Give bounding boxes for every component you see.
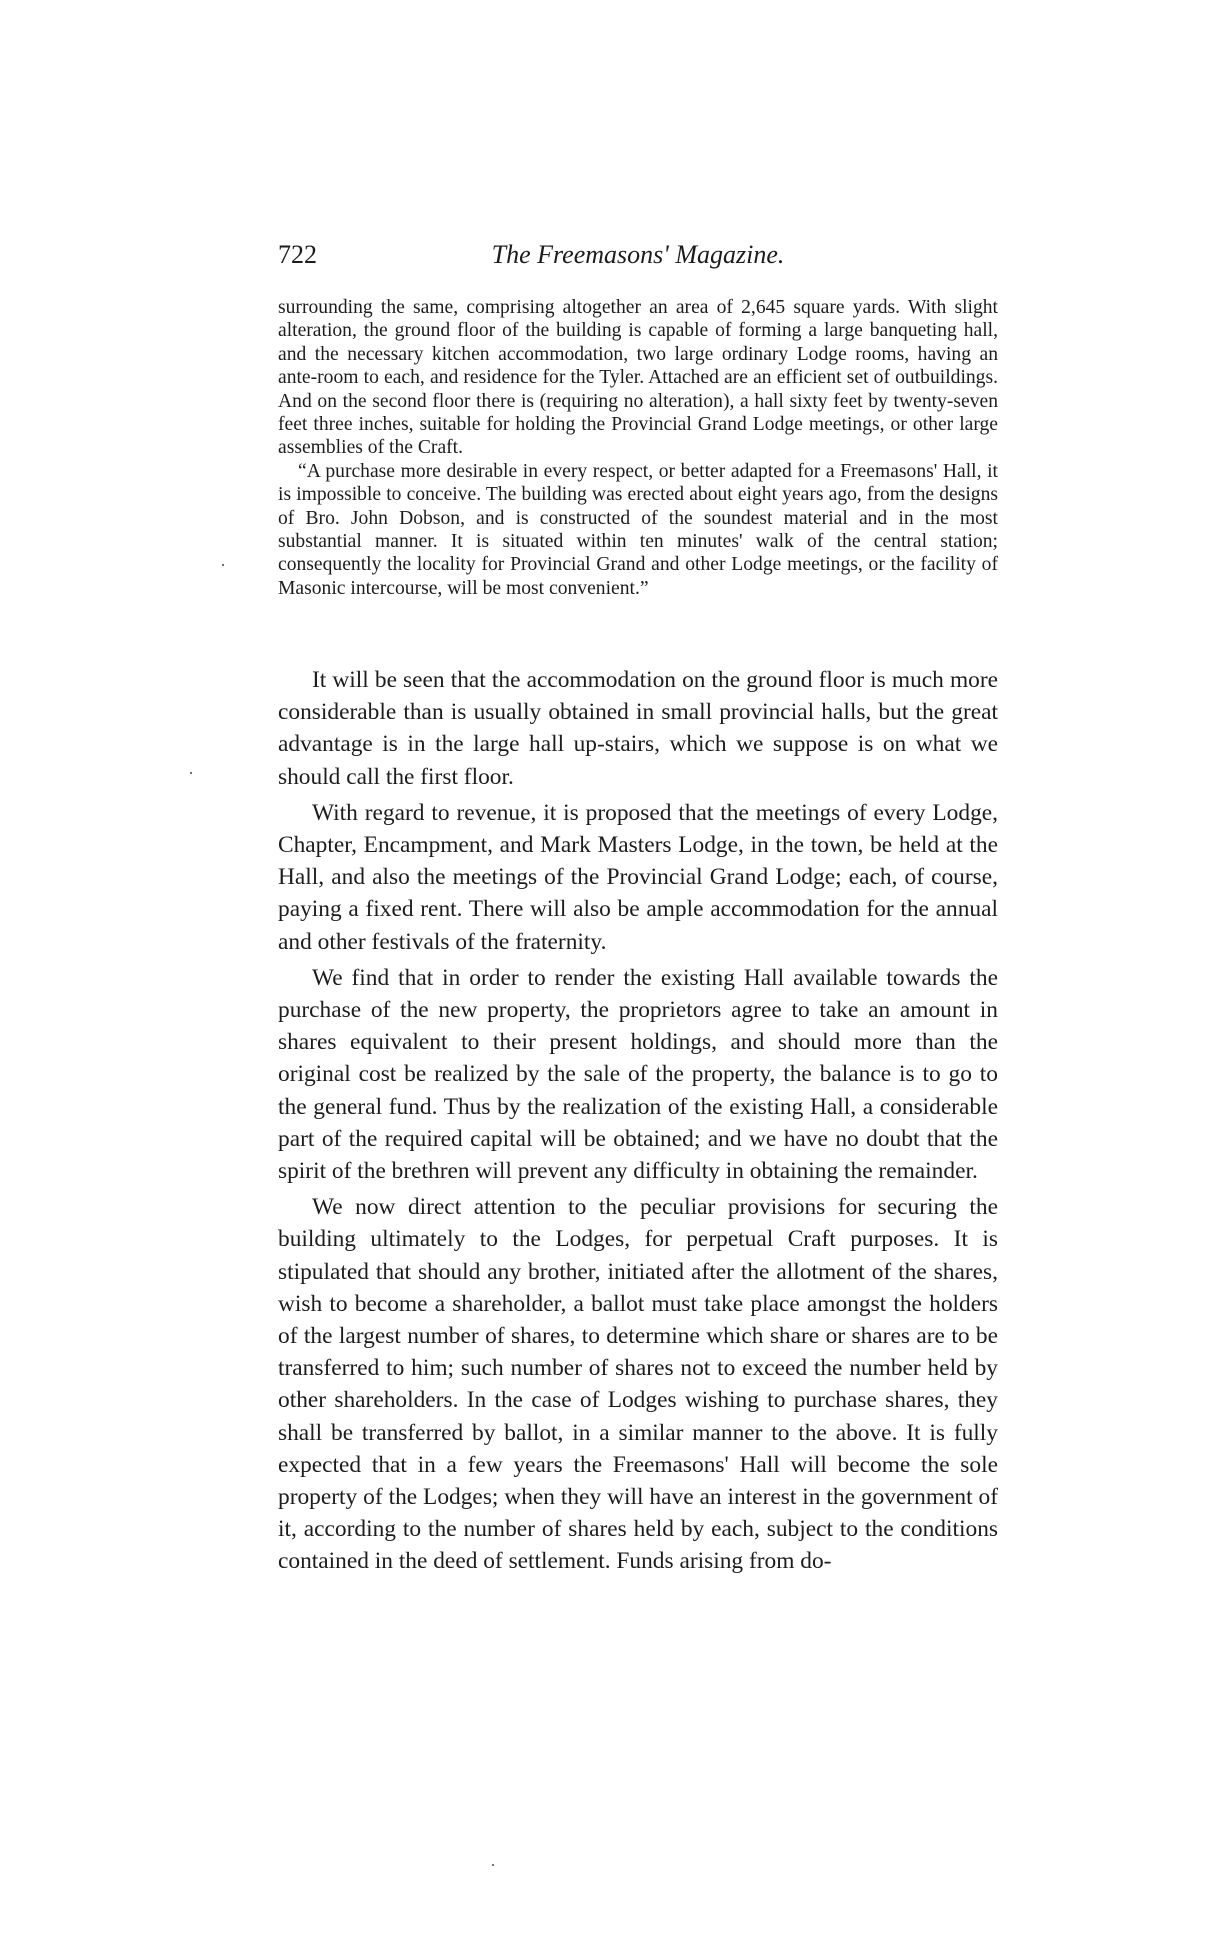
print-speck bbox=[190, 772, 192, 774]
running-head bbox=[278, 240, 998, 274]
page-number: 722 bbox=[278, 240, 317, 269]
quoted-paragraph-2: “A purchase more desirable in every respect, or better adapted for a Freemasons' Hall, it is impossible to conceive. The building was erected about eight years ago, from the designs of Bro. John Dobson, and is constructed of the soundest material and in the most substantial manner. It is situated within ten minutes' walk of the central station; consequently the locality for Provincial Grand and other Lodge meetings, or the facility of Masonic intercourse, will be most convenient.” bbox=[278, 460, 998, 599]
paragraph-accommodation: It will be seen that the accommodation on the ground floor is much more considerable than is usually obtained in small provincial halls, but the great advantage is in the large hall up-stairs, which we suppose is on what we should call the first floor. bbox=[278, 667, 998, 790]
quoted-passage bbox=[278, 296, 998, 600]
paragraph-provisions: We now direct attention to the peculiar provisions for securing the building ultimately to the Lodges, for perpetual Craft purposes. It is stipulated that should any brother, initiated after the allotment of the shares, wish to become a shareholder, a ballot must take place amongst the holders of the largest number of shares, to determine which share or shares are to be transferred to him; such number of shares not to exceed the number held by other shareholders. In the case of Lodges wishing to purchase shares, they shall be transferred by ballot, in a similar manner to the above. It is fully expected that in a few years the Freemasons' Hall will become the sole property of the Lodges; when they will have an interest in the government of it, according to the number of shares held by each, subject to the conditions contained in the deed of settlement. Funds arising from do- bbox=[278, 1194, 998, 1575]
paragraph-existing-hall: We find that in order to render the existing Hall available towards the purchase of the new property, the proprietors agree to take an amount in shares equivalent to their present holdings, and should more than the original cost be realized by the sale of the property, the balance is to go to the general fund. Thus by the realization of the existing Hall, a considerable part of the required capital will be obtained; and we have no doubt that the spirit of the brethren will prevent any difficulty in obtaining the remainder. bbox=[278, 964, 998, 1185]
paragraph-revenue: With regard to revenue, it is proposed that the meetings of every Lodge, Chapter, Encampment, and Mark Masters Lodge, in the town, be held at the Hall, and also the meetings of the Provincial Grand Lodge; each, of course, paying a fixed rent. There will also be ample accommodation for the annual and other festivals of the fraternity. bbox=[278, 799, 998, 955]
print-speck bbox=[222, 564, 224, 566]
article-body bbox=[278, 664, 998, 1582]
journal-title: The Freemasons' Magazine. bbox=[491, 240, 785, 269]
print-speck bbox=[492, 1864, 494, 1866]
quoted-paragraph-1: surrounding the same, comprising altogether an area of 2,645 square yards. With slight alteration, the ground floor of the building is capable of forming a large banqueting hall, and the necessary kitchen accommodation, two large ordinary Lodge rooms, having an ante-room to each, and residence for the Tyler. Attached are an efficient set of outbuildings. And on the second floor there is (requiring no alteration), a hall sixty feet by twenty-seven feet three inches, suitable for holding the Provincial Grand Lodge meetings, or other large assemblies of the Craft. bbox=[278, 297, 998, 459]
